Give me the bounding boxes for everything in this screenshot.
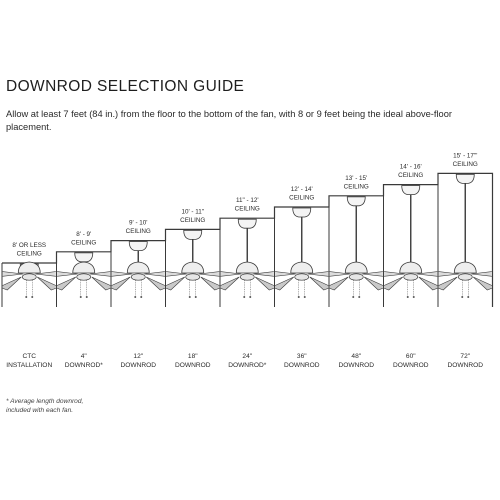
guide-description: Allow at least 7 feet (84 in.) from the floor to the bottom of the fan, with 8 or 9 feet being the ideal above-floor placement. bbox=[6, 109, 452, 132]
pull-chain-knob-icon bbox=[25, 296, 27, 298]
pull-chain-knob-icon bbox=[189, 296, 191, 298]
downrod-label: 18" bbox=[187, 353, 198, 360]
ceiling-label: CEILING bbox=[343, 183, 369, 191]
pull-chain-knob-icon bbox=[352, 296, 354, 298]
column-5 bbox=[205, 197, 289, 369]
pull-chain-knob-icon bbox=[467, 296, 469, 298]
ceiling-label: CEILING bbox=[16, 250, 42, 258]
pull-chain-knob-icon bbox=[80, 296, 82, 298]
ceiling-label: 10' - 11" bbox=[181, 208, 205, 216]
switch-housing-icon bbox=[131, 274, 145, 280]
downrod-label: 48" bbox=[351, 353, 362, 360]
motor-icon bbox=[236, 262, 258, 273]
downrod-label: 4" bbox=[80, 353, 87, 360]
switch-housing-icon bbox=[458, 274, 472, 280]
downrod-label: DOWNROD bbox=[120, 362, 157, 369]
switch-housing-icon bbox=[240, 274, 254, 280]
downrod-label: 36" bbox=[296, 353, 307, 360]
switch-housing-icon bbox=[186, 274, 200, 280]
pull-chain-knob-icon bbox=[86, 296, 88, 298]
pull-chain-knob-icon bbox=[140, 296, 142, 298]
downrod-label: DOWNROD bbox=[338, 362, 375, 369]
footnote bbox=[6, 397, 83, 415]
switch-housing-icon bbox=[349, 274, 363, 280]
canopy-icon bbox=[75, 253, 93, 262]
downrod-diagram bbox=[0, 150, 500, 380]
ceiling-label: 11" - 12' bbox=[235, 197, 259, 205]
motor-icon bbox=[182, 262, 204, 273]
canopy-icon bbox=[456, 174, 474, 183]
downrod-label: 12" bbox=[133, 353, 144, 360]
switch-housing-icon bbox=[77, 274, 91, 280]
ceiling-label: 8' OR LESS bbox=[12, 242, 47, 249]
pull-chain-knob-icon bbox=[413, 296, 415, 298]
downrod-label: DOWNROD bbox=[392, 362, 429, 369]
motor-icon bbox=[127, 262, 149, 273]
switch-housing-icon bbox=[404, 274, 418, 280]
ceiling-label: 14' - 16' bbox=[399, 163, 422, 171]
ceiling-label: CEILING bbox=[234, 205, 260, 213]
footnote-line-1: * Average length downrod, bbox=[6, 398, 84, 405]
pull-chain-knob-icon bbox=[461, 296, 463, 298]
ceiling-label: CEILING bbox=[125, 228, 151, 236]
downrod-label: 24" bbox=[242, 353, 253, 360]
ceiling-label: 15' - 17'" bbox=[453, 152, 478, 160]
canopy-icon bbox=[184, 230, 202, 239]
downrod-label: DOWNROD bbox=[174, 362, 211, 369]
downrod-label: 72" bbox=[460, 353, 471, 360]
pull-chain-knob-icon bbox=[195, 296, 197, 298]
canopy-icon bbox=[402, 186, 420, 195]
ceiling-label: 12' - 14' bbox=[290, 186, 313, 193]
downrod-label: INSTALLATION bbox=[6, 362, 53, 369]
motor-icon bbox=[345, 262, 367, 273]
canopy-icon bbox=[238, 219, 256, 228]
motor-icon bbox=[454, 262, 476, 273]
motor-icon bbox=[291, 262, 313, 273]
ceiling-label: CEILING bbox=[180, 216, 206, 224]
motor-icon bbox=[400, 262, 422, 273]
ceiling-label: CEILING bbox=[289, 194, 315, 202]
switch-housing-icon bbox=[295, 274, 309, 280]
ceiling-label: 8' - 9' bbox=[76, 230, 92, 238]
pull-chain-knob-icon bbox=[134, 296, 136, 298]
downrod-label: DOWNROD bbox=[447, 362, 484, 369]
canopy-icon bbox=[293, 208, 311, 217]
pull-chain-knob-icon bbox=[304, 296, 306, 298]
downrod-label: DOWNROD bbox=[283, 362, 320, 369]
canopy-icon bbox=[347, 197, 365, 206]
footnote-line-2: included with each fan. bbox=[6, 407, 74, 414]
downrod-label: CTC bbox=[22, 353, 37, 360]
ceiling-label: CEILING bbox=[398, 172, 424, 180]
column-6 bbox=[260, 186, 344, 369]
switch-housing-icon bbox=[22, 274, 36, 280]
pull-chain-knob-icon bbox=[358, 296, 360, 298]
canopy-icon bbox=[129, 242, 147, 251]
motor-icon bbox=[73, 262, 95, 273]
pull-chain-knob-icon bbox=[31, 296, 33, 298]
downrod-label: 60" bbox=[405, 353, 416, 360]
page-title: DOWNROD SELECTION GUIDE bbox=[6, 78, 245, 95]
downrod-label: DOWNROD* bbox=[64, 362, 103, 369]
pull-chain-knob-icon bbox=[407, 296, 409, 298]
column-8 bbox=[369, 164, 453, 369]
downrod-label: DOWNROD* bbox=[228, 362, 267, 369]
pull-chain-knob-icon bbox=[298, 296, 300, 298]
ceiling-label: CEILING bbox=[452, 160, 478, 168]
ceiling-label: CEILING bbox=[71, 239, 97, 247]
pull-chain-knob-icon bbox=[249, 296, 251, 298]
column-3 bbox=[96, 220, 180, 369]
ceiling-label: 13' - 15' bbox=[345, 174, 368, 182]
column-1 bbox=[0, 242, 71, 369]
pull-chain-knob-icon bbox=[243, 296, 245, 298]
ceiling-label: 9' - 10' bbox=[128, 219, 148, 227]
